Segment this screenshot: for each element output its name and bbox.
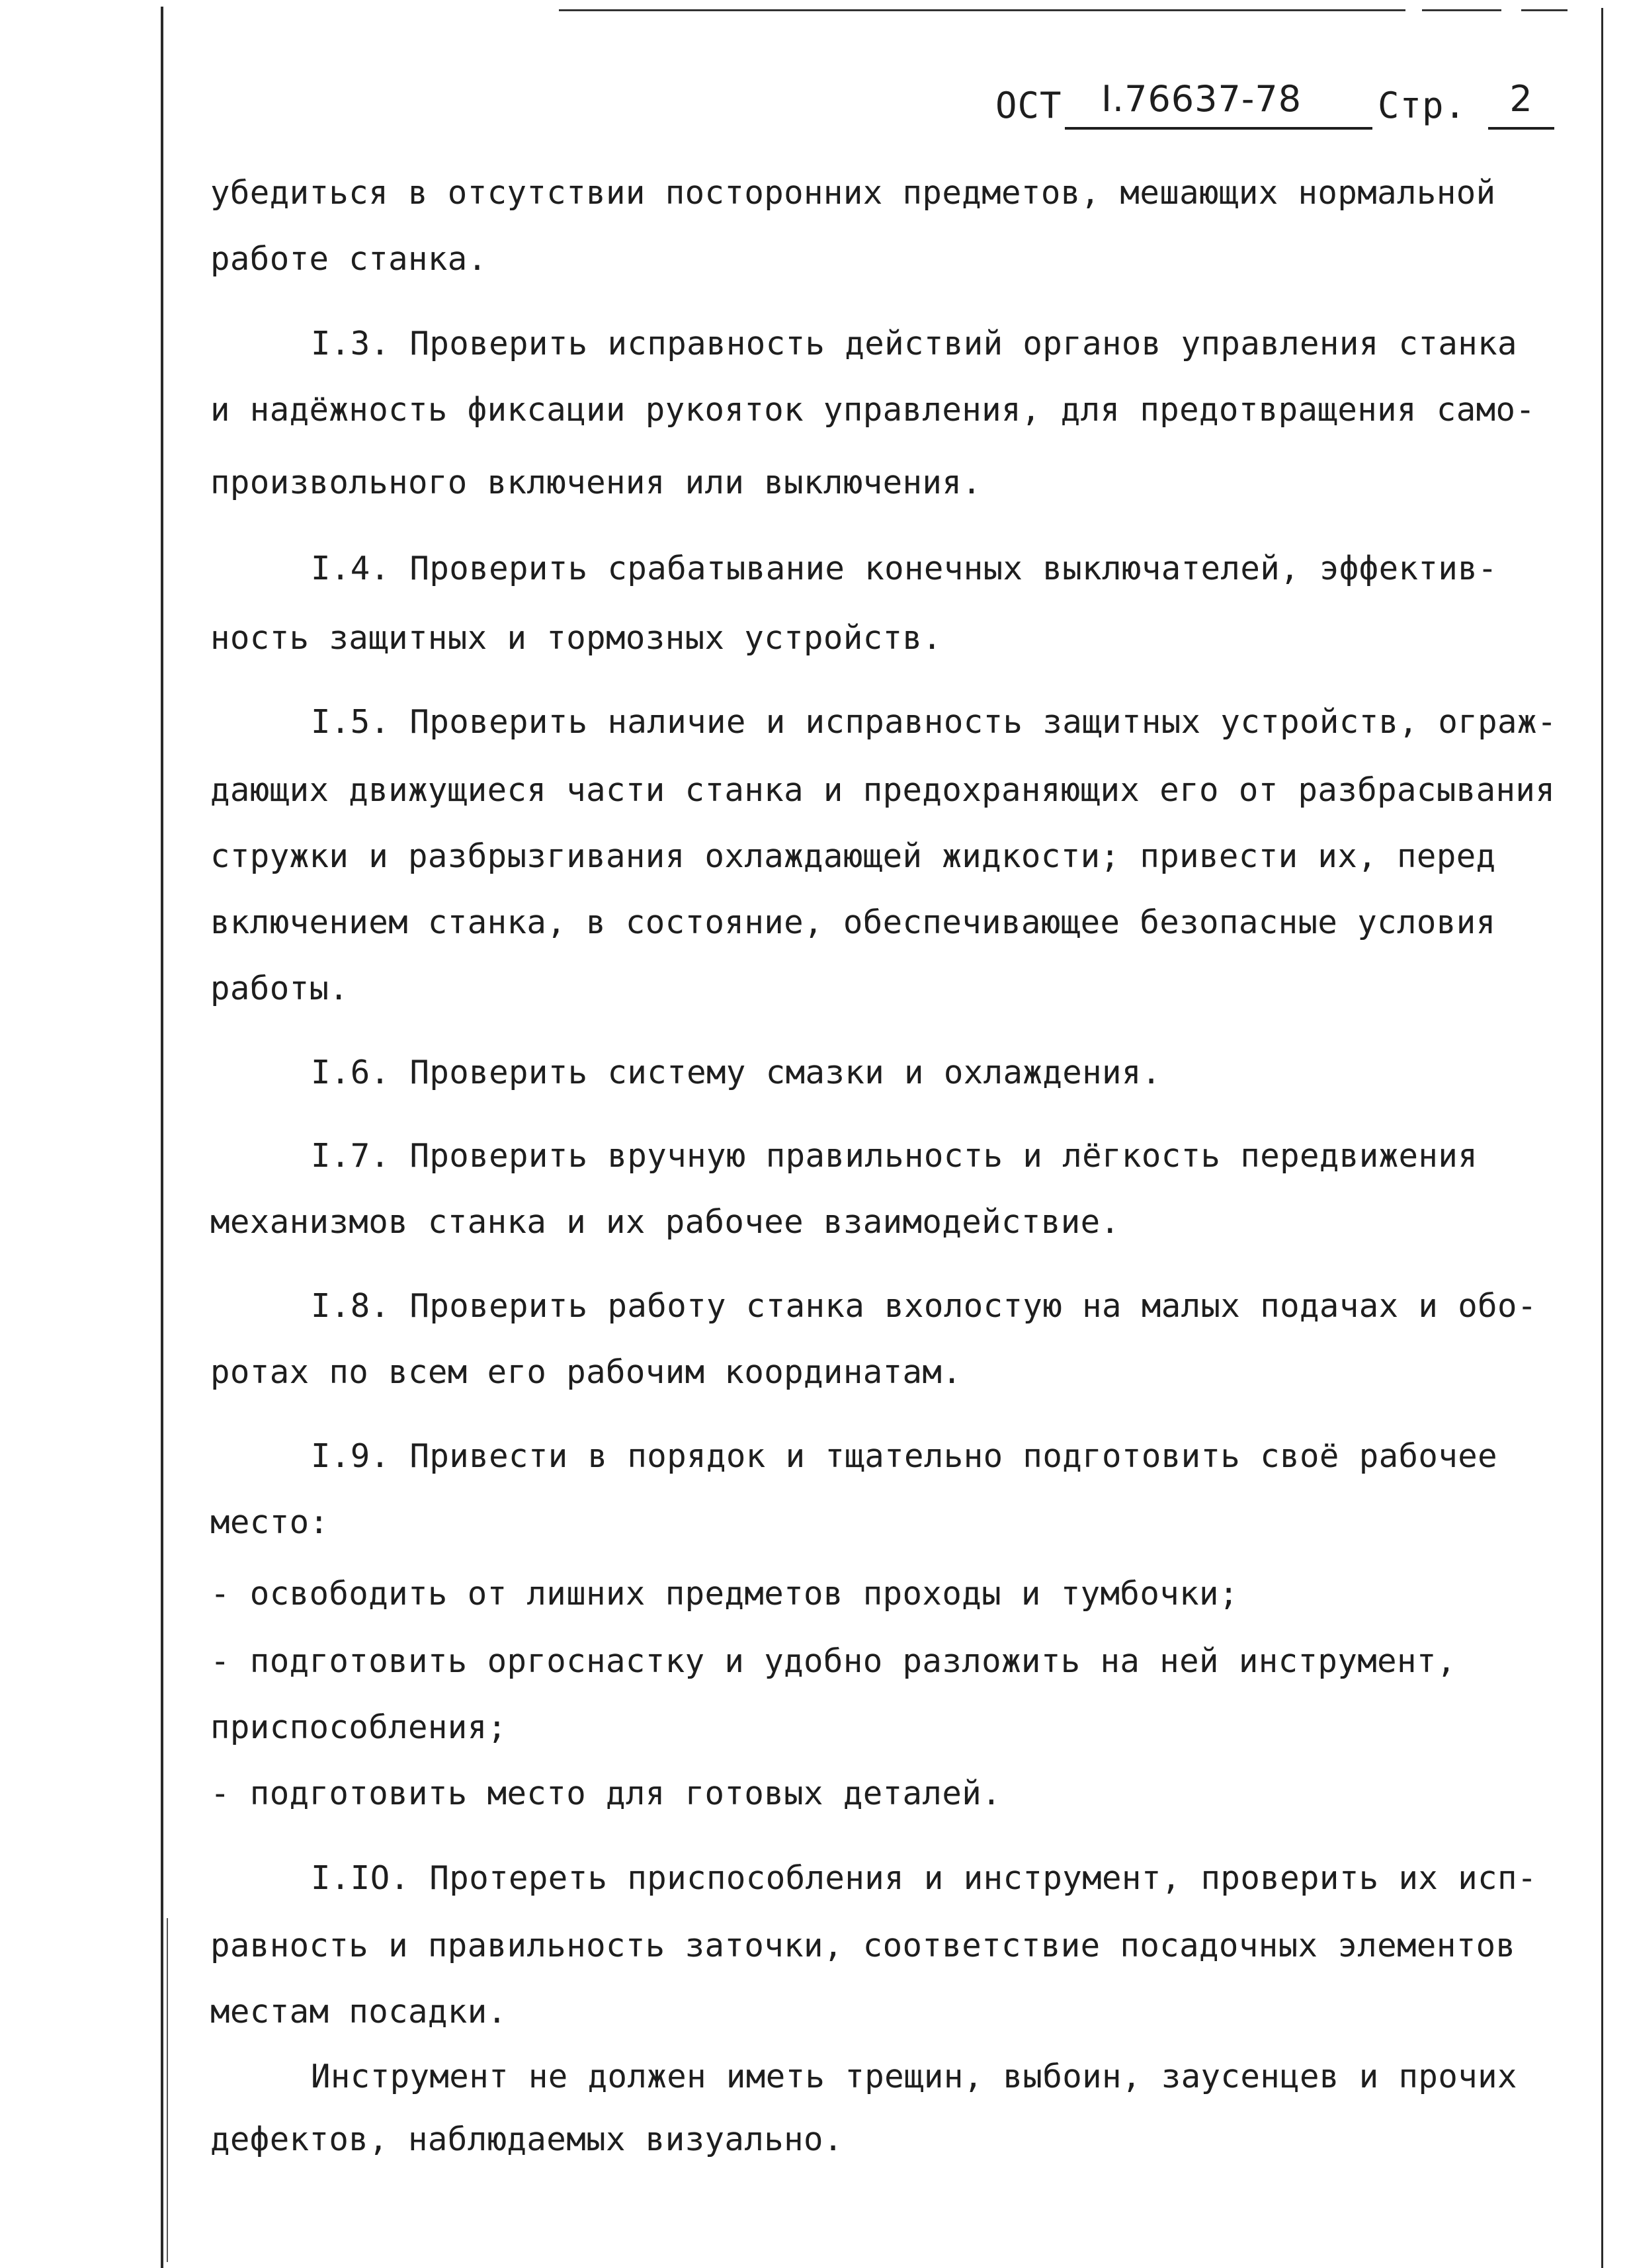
text-line: местам посадки.: [210, 1993, 507, 2031]
text-line: и надёжность фиксации рукояток управления, для предотвращения само-: [210, 391, 1536, 429]
text-line: работе станка.: [210, 240, 487, 278]
text-line: включением станка, в состояние, обеспечивающее безопасные условия: [210, 903, 1496, 941]
text-line: механизмов станка и их рабочее взаимодействие.: [210, 1203, 1120, 1241]
top-frame-line: [559, 9, 1405, 11]
list-item: - подготовить место для готовых деталей.: [210, 1775, 1002, 1812]
text-line: дефектов, наблюдаемых визуально.: [210, 2121, 843, 2158]
top-frame-line-segment: [1521, 9, 1568, 11]
text-line: равность и правильность заточки, соответствие посадочных элементов: [210, 1927, 1516, 1964]
text-line: дающих движущиеся части станка и предохраняющих его от разбрасывания: [210, 771, 1556, 809]
paragraph-1-8: I.8. Проверить работу станка вхолостую на малых подачах и обо-: [311, 1287, 1537, 1325]
text-line: работы.: [210, 970, 349, 1007]
standard-label: ОСТ: [995, 85, 1062, 126]
paragraph-1-7: I.7. Проверить вручную правильность и лёгкость передвижения: [311, 1137, 1478, 1175]
document-number-field: [1065, 78, 1372, 130]
paragraph-1-6: I.6. Проверить систему смазки и охлаждения.: [311, 1054, 1161, 1091]
text-line: место:: [210, 1503, 329, 1541]
page-number: 2: [1488, 78, 1554, 130]
left-margin-line-secondary: [167, 1918, 168, 2262]
paragraph-1-10: I.IO. Протереть приспособления и инструмент, проверить их исп-: [311, 1859, 1537, 1897]
top-frame-line-segment: [1422, 9, 1501, 11]
paragraph-1-5: I.5. Проверить наличие и исправность защитных устройств, ограж-: [311, 703, 1557, 741]
left-margin-line: [161, 7, 163, 2268]
paragraph-1-4: I.4. Проверить срабатывание конечных выключателей, эффектив-: [311, 550, 1498, 587]
right-border-line: [1601, 8, 1603, 2268]
paragraph-1-3: I.3. Проверить исправность действий органов управления станка: [311, 325, 1517, 362]
text-line: приспособления;: [210, 1708, 507, 1746]
text-line: убедиться в отсутствии посторонних предметов, мешающих нормальной: [210, 174, 1496, 212]
text-line: ность защитных и тормозных устройств.: [210, 619, 942, 657]
text-line: ротах по всем его рабочим координатам.: [210, 1353, 962, 1391]
paragraph-note: Инструмент не должен иметь трещин, выбоин, заусенцев и прочих: [311, 2058, 1517, 2095]
list-item: - подготовить оргоснастку и удобно разложить на ней инструмент,: [210, 1642, 1456, 1680]
text-line: произвольного включения или выключения.: [210, 464, 982, 501]
list-item: - освободить от лишних предметов проходы и тумбочки;: [210, 1575, 1239, 1613]
document-number: I.76637-78: [1101, 78, 1302, 120]
page-label: Стр.: [1378, 85, 1467, 126]
text-line: стружки и разбрызгивания охлаждающей жидкости; привести их, перед: [210, 837, 1496, 875]
paragraph-1-9: I.9. Привести в порядок и тщательно подготовить своё рабочее: [311, 1437, 1498, 1475]
